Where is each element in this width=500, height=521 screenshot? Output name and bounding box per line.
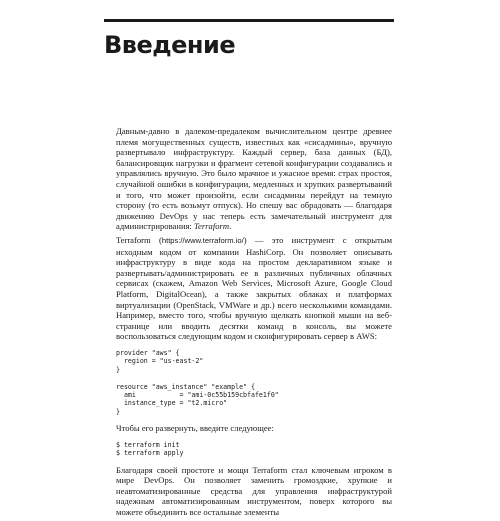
code-block-commands: $ terraform init $ terraform apply — [116, 440, 184, 458]
paragraph-devops: Благодаря своей простоте и мощи Terraform стал ключевым игроком в мире DevOps. Он позволяет заменить громоздкие, хрупкие и неавтоматизированные средства для управления инфраструктурой надежным автоматизированным инструментом, поверх которого вы можете объединить все остальные элементы — [116, 464, 392, 517]
paragraph-intro-text: Давным-давно в далеком-предалеком вычислительном центре древнее племя могущественных существ, известных как «сисадмины», вручную развертывало инфраструктуру. Каждый сервер, база данных (БД), балансировщик нагрузки и фрагмент сетевой конфигурации создавались и управлялись вручную. Это было мрачное и ужасное время: страх простоя, случайной ошибки в конфигурации, медленных и хрупких развертываний и того, что может произойти, если сисадмины перейдут на темную сторону (то есть возьмут отпуск). Но спешу вас обрадовать — благодаря движению DevOps у нас теперь есть замечательный инструмент для администрирования: — [116, 126, 392, 232]
paragraph-intro — [116, 126, 392, 232]
code-block-aws: provider "aws" { region = "us-east-2" } resource "aws_instance" "example" { ami = "ami-0c55b159cbfafe1f0" instance_type = "t2.micro" } — [116, 348, 279, 416]
paragraph-terraform — [116, 235, 392, 342]
title-rule — [104, 19, 394, 22]
terraform-url-link[interactable]: https://www.terraform.io/ — [161, 235, 244, 245]
paragraph-deploy: Чтобы его развернуть, введите следующее: — [116, 423, 274, 434]
paragraph-intro-end: . — [229, 221, 232, 232]
body-text — [116, 126, 392, 521]
chapter-title: Введение — [104, 31, 236, 59]
paragraph-terraform-rest: ) — это инструмент с открытым исходным кодом от компании HashiCorp. Он позволяет описывать инфраструктуру в виде кода на простом декларативном языке и развертывать/администрировать ее в различных публичных облачных сервисах (скажем, Amazon Web Services, Microsoft Azure, Google Cloud Platform, DigitalOcean), а также закрытых облаках и платформах виртуализации (OpenStack, VMWare и др.) всего несколькими командами. Например, вместо того, чтобы вручную щелкать кнопкой мыши на веб-странице или вводить десятки команд в консоль, вы можете воспользоваться следующим кодом и сконфигурировать сервер в AWS: — [116, 234, 393, 342]
terraform-emphasis: Terraform — [194, 221, 230, 232]
paragraph-terraform-start: Terraform ( — [116, 234, 162, 245]
